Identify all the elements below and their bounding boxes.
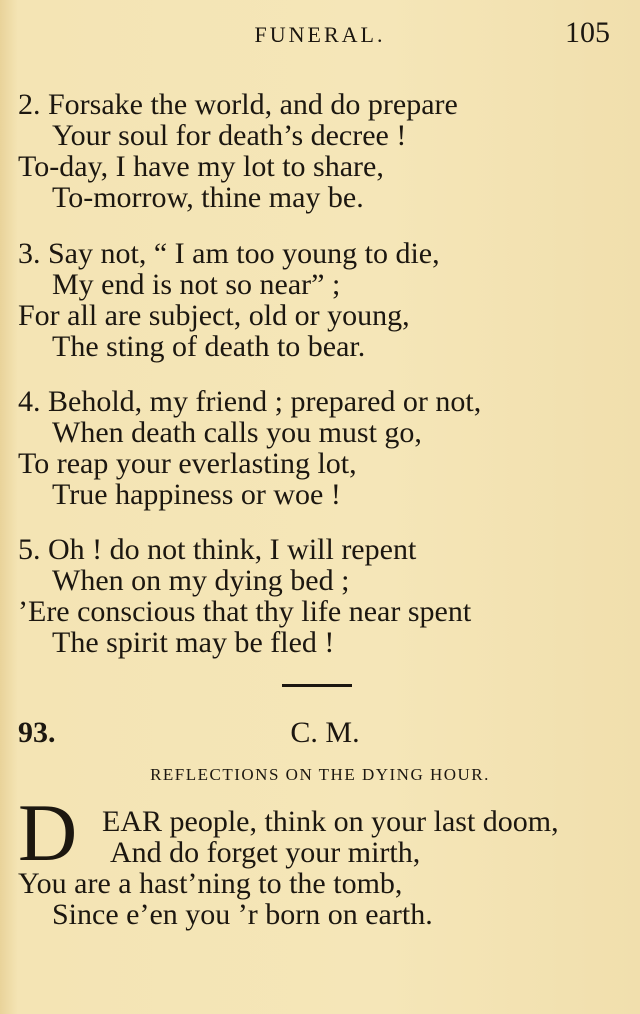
stanza-line: The sting of death to bear. [52,330,366,363]
hymn-meter: C. M. [290,716,360,749]
running-header: FUNERAL. [254,22,386,47]
hymn-line: Since e’en you ’r born on earth. [52,898,433,931]
stanza-line: ’Ere conscious that thy life near spent [18,595,472,628]
stanza-line: True happiness or woe ! [52,478,341,511]
stanza-5 [18,534,618,658]
hymn-line: You are a hast’ning to the tomb, [18,867,403,900]
stanza-line: My end is not so near” ; [52,268,341,301]
stanza-line: When death calls you must go, [52,416,422,449]
stanza-2 [18,89,618,213]
stanza-4 [18,386,618,510]
stanza-line: To-day, I have my lot to share, [18,150,384,183]
page-number: 105 [565,16,610,49]
hymn-title: REFLECTIONS ON THE DYING HOUR. [150,765,490,784]
hymn-verse [18,806,628,930]
hymn-line: EAR people, think on your last doom, [102,805,559,838]
stanza-line: 4. Behold, my friend ; prepared or not, [18,385,482,418]
stanza-line: To reap your everlasting lot, [18,447,357,480]
stanza-line: 3. Say not, “ I am too young to die, [18,237,440,270]
drop-cap: D [18,787,78,878]
stanza-line: To-morrow, thine may be. [52,181,364,214]
stanza-line: 5. Oh ! do not think, I will repent [18,533,417,566]
stanza-line: When on my dying bed ; [52,564,350,597]
stanza-line: Your soul for death’s decree ! [52,119,407,152]
hymn-line: And do forget your mirth, [110,836,421,869]
stanza-line: The spirit may be fled ! [52,626,335,659]
stanza-line: For all are subject, old or young, [18,299,410,332]
hymn-number: 93. [18,716,56,749]
stanza-line: 2. Forsake the world, and do prepare [18,88,458,121]
stanza-3 [18,238,618,362]
section-divider [282,684,352,687]
